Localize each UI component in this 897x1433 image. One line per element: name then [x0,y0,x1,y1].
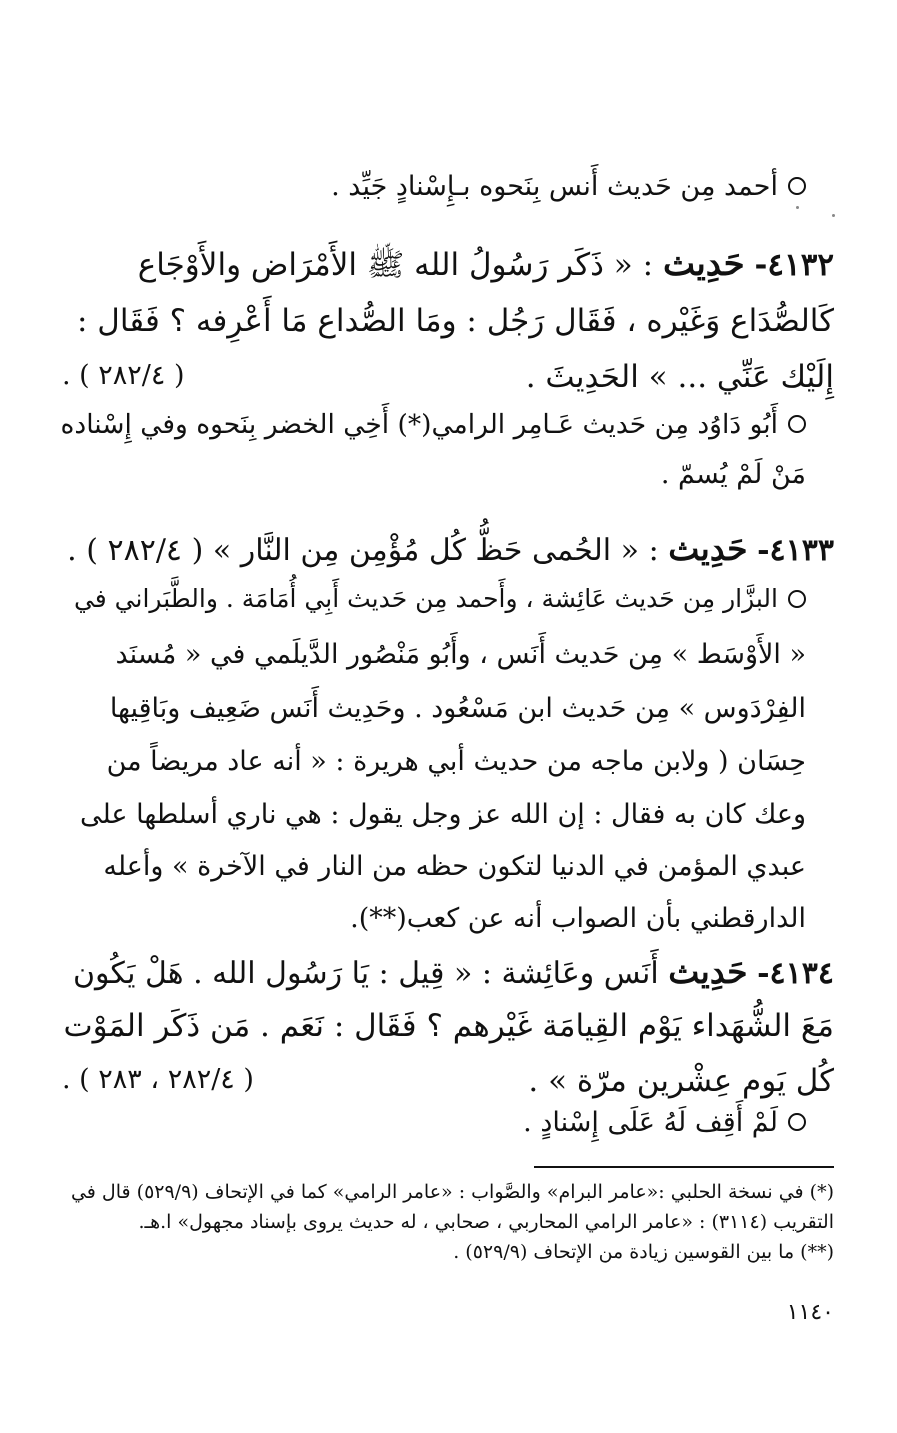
hadith-4133-commentary-1 [62,576,806,621]
hadith-4132-line-2 [62,297,834,345]
hadith-keyword: حَدِيث [668,952,748,991]
hadith-4133-commentary-6 [62,844,806,889]
commentary-text: وعك كان به فقال : إن الله عز وجل يقول : هي ناري أسلطها على [79,799,806,830]
hadith-4132-commentary-2 [62,452,806,497]
hadith-text: : « ذَكَر رَسُولُ الله ﷺ الأَمْرَاض والأَوْجَاع [137,247,654,283]
hadith-text: كَالصُّدَاع وَغَيْره ، فَقَال رَجُل : ومَا الصُّداع مَا أَعْرِفه ؟ فَقَال : [77,303,834,339]
commentary-text: أَبُو دَاوُد مِن حَديث عَـامِر الرامي(*) أَخِي الخضر بِنَحوه وفي إِسْناده [60,409,778,440]
volume-page-reference: ( ٢٨٢/٤ ) . [62,360,185,391]
page-number: ١١٤٠ [786,1300,834,1325]
scan-speck [796,206,799,209]
commentary-text: عبدي المؤمن في الدنيا لتكون حظه من النار في الآخرة » وأعله [103,851,806,882]
volume-page-reference: ( ٢٨٢/٤ ، ٢٨٣ ) . [62,1064,254,1095]
hadith-4132-commentary-1 [62,402,806,447]
circle-bullet-icon [788,415,806,433]
commentary-text: حِسَان ( ولابن ماجه من حديث أبي هريرة : « أنه عاد مريضاً من [106,746,806,777]
hadith-number: ٤١٣٣- [757,533,834,568]
hadith-4133-commentary-2 [62,632,806,677]
hadith-4133-commentary-4 [62,739,806,784]
circle-bullet-icon [788,590,806,608]
commentary-text: الدارقطني بأن الصواب أنه عن كعب(**). [350,903,806,934]
circle-bullet-icon [788,177,806,195]
hadith-4134-line-3 [62,1057,834,1105]
hadith-number: ٤١٣٤- [757,956,834,991]
commentary-text: لَمْ أَقِف لَهُ عَلَى إِسْنادٍ . [523,1107,778,1138]
hadith-4134-line-2 [62,1002,834,1050]
hadith-keyword: حَدِيث [668,529,748,568]
footnote-separator [534,1166,834,1168]
commentary-text: الفِرْدَوس » مِن حَديث ابن مَسْعُود . وحَدِيث أَنَس ضَعِيف وبَاقِيها [109,693,806,724]
hadith-4132-line-1 [62,240,834,289]
footnote-text: التقريب (٣١١٤) : «عامر الرامي المحاربي ، صحابي ، له حديث يروى بإسناد مجهول» ا.هـ. [138,1211,834,1233]
footnote-2 [62,1238,834,1267]
commentary-text: مَنْ لَمْ يُسمّ . [660,459,806,490]
hadith-text: مَعَ الشُّهَداء يَوْم القِيامَة غَيْرهم ؟ فَقَال : نَعَم . مَن ذَكَر المَوْت [63,1008,834,1044]
hadith-text: كُل يَوم عِشْرين مرّة » . [528,1063,834,1099]
footnote-1-line-2 [62,1208,834,1237]
footnote-text: (**) ما بين القوسين زيادة من الإتحاف (٥٢٩/٩) . [453,1241,834,1263]
hadith-4134-commentary-1 [62,1100,806,1145]
hadith-4132-line-3 [62,353,834,401]
footnote-text: (*) في نسخة الحلبي :«عامر البرام» والصَّواب : «عامر الرامي» كما في الإتحاف (٥٢٩/٩) قال في [70,1181,834,1203]
hadith-4133-commentary-3 [62,686,806,731]
hadith-text: : « الحُمى حَظُّ كُل مُؤْمِن مِن النَّار » ( ٢٨٢/٤ ) . [67,533,659,568]
hadith-4133-line-1 [62,525,834,575]
hadith-text: إِلَيْك عَنِّي ... » الحَدِيثَ . [525,359,834,395]
hadith-text: أَنَس وعَائِشة : « قِيل : يَا رَسُول الله . هَلْ يَكُون [73,956,659,991]
commentary-text: « الأَوْسَط » مِن حَديث أَنَس ، وأَبُو مَنْصُور الدَّيلَمي في « مُسنَد [115,639,806,670]
hadith-4133-commentary-7 [62,896,806,941]
commentary-text: أحمد مِن حَديث أَنس بِنَحوه بـإِسْنادٍ جَيِّد . [331,171,778,202]
top-commentary-line [62,164,806,209]
hadith-keyword: حَدِيث [662,244,745,284]
hadith-4133-commentary-5 [62,792,806,837]
hadith-4134-line-1 [62,948,834,998]
hadith-number: ٤١٣٢- [754,247,834,283]
footnote-1-line-1 [62,1178,834,1207]
commentary-text: البزَّار مِن حَديث عَائِشة ، وأَحمد مِن حَديث أَبِي أُمَامَة . والطَّبَراني في [73,584,778,613]
circle-bullet-icon [788,1113,806,1131]
scan-speck [832,214,835,217]
